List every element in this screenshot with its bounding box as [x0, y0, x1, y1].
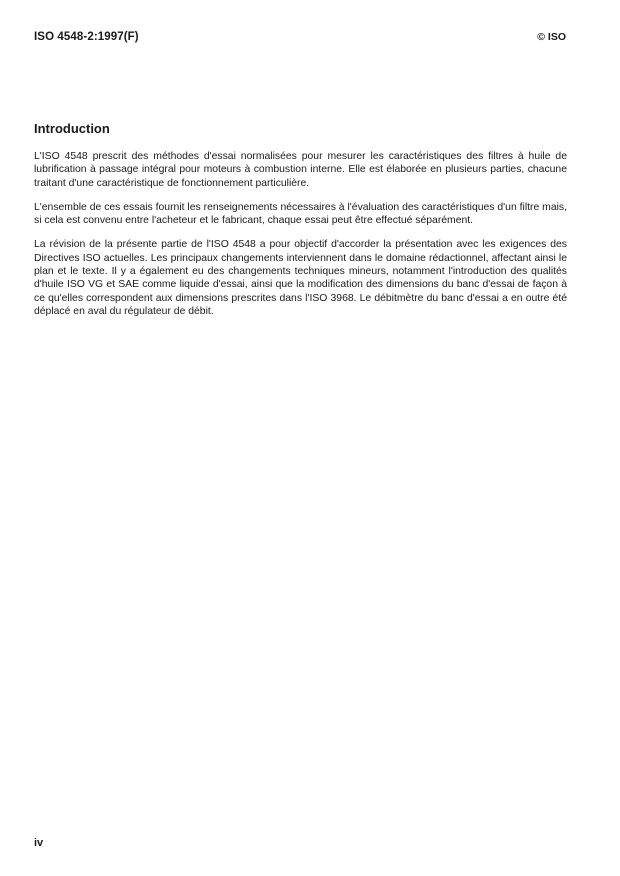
- introduction-body: [34, 150, 567, 329]
- page-number: iv: [34, 837, 44, 849]
- paragraph-tests: L'ensemble de ces essais fournit les renseignements nécessaires à l'évaluation des caractéristiques d'un filtre mais, si cela est convenu entre l'acheteur et le fabricant, chaque essai peut être effectué séparément.: [34, 201, 567, 227]
- document-identifier: ISO 4548-2:1997(F): [34, 31, 139, 43]
- copyright-notice: © ISO: [537, 31, 566, 43]
- paragraph-scope: L'ISO 4548 prescrit des méthodes d'essai normalisées pour mesurer les caractéristiques des filtres à huile de lubrification à passage intégral pour moteurs à combustion interne. Elle est élaborée en plusieurs parties, chacune traitant d'une caractéristique de fonctionnement particulière.: [34, 151, 567, 189]
- paragraph-revision: La révision de la présente partie de l'ISO 4548 a pour objectif d'accorder la présentation avec les exigences des Directives ISO actuelles. Les principaux changements interviennent dans le domaine rédactionnel, affectant ainsi le plan et le texte. Il y a également eu des changements techniques mineurs, notamment l'introduction des qualités d'huile ISO VG et SAE comme liquide d'essai, ainsi que la modification des dimensions du banc d'essai de façon à ce qu'elles correspondent aux dimensions prescrites dans l'ISO 3968. Le débitmètre du banc d'essai a en outre été déplacé en aval du régulateur de débit.: [34, 239, 567, 317]
- section-title: Introduction: [34, 121, 110, 136]
